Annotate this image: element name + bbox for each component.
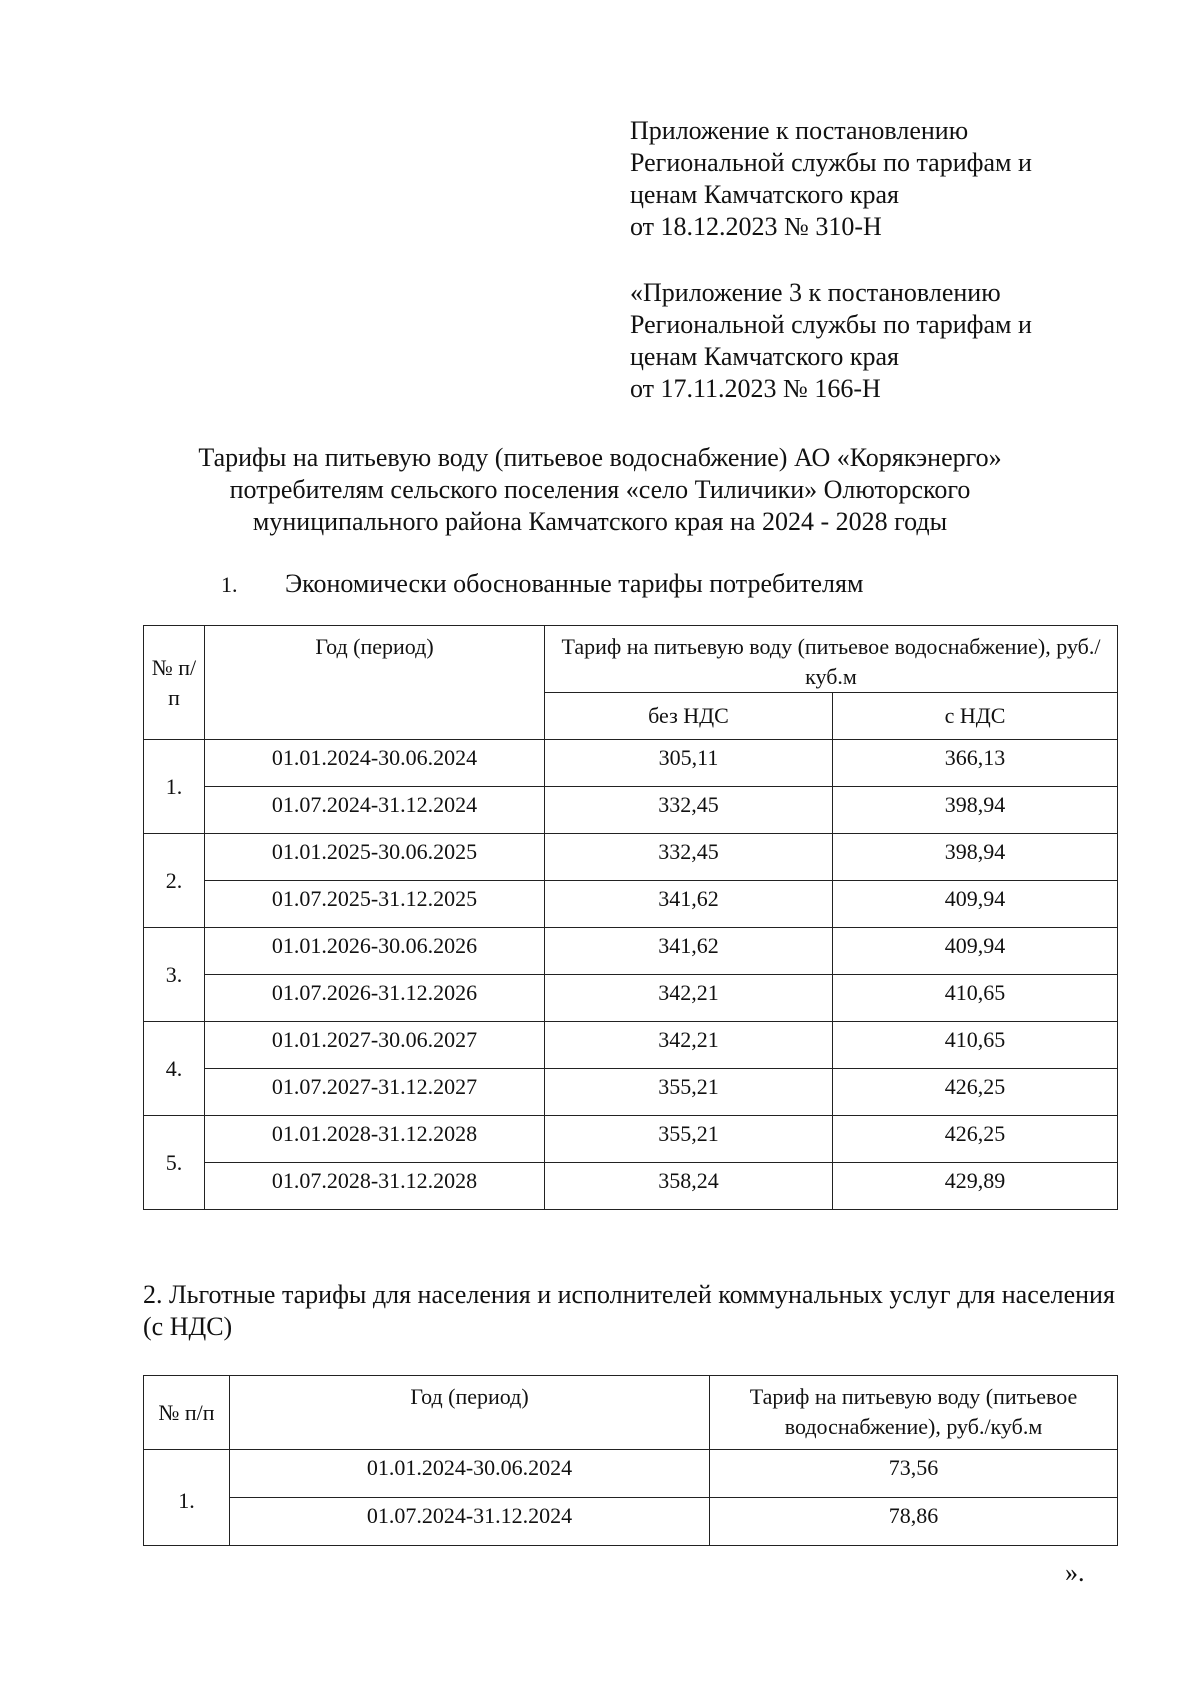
table-row — [144, 1498, 1118, 1546]
appendix-ref-line: Региональной службы по тарифам и — [630, 310, 1032, 339]
row-period: 01.07.2025-31.12.2025 — [205, 881, 545, 928]
row-period: 01.01.2028-31.12.2028 — [205, 1116, 545, 1163]
row-without-vat: 332,45 — [545, 834, 833, 881]
table-row — [144, 975, 1118, 1022]
header-tariff: Тариф на питьевую воду (питьевое водоснабжение), руб./куб.м — [710, 1376, 1118, 1450]
row-value: 78,86 — [710, 1498, 1118, 1546]
row-value: 73,56 — [710, 1450, 1118, 1498]
appendix-ref-line: ценам Камчатского края — [630, 342, 899, 371]
row-without-vat: 358,24 — [545, 1163, 833, 1210]
header-with-vat: с НДС — [833, 693, 1118, 740]
row-with-vat: 398,94 — [833, 787, 1118, 834]
row-with-vat: 426,25 — [833, 1069, 1118, 1116]
row-index: 5. — [144, 1116, 205, 1210]
appendix-reference — [630, 277, 1032, 405]
header-without-vat: без НДС — [545, 693, 833, 740]
table-row — [144, 1450, 1118, 1498]
document-title — [150, 442, 1050, 538]
header-period: Год (период) — [230, 1376, 710, 1450]
row-with-vat: 409,94 — [833, 881, 1118, 928]
table-row — [144, 1163, 1118, 1210]
row-period: 01.07.2028-31.12.2028 — [205, 1163, 545, 1210]
row-period: 01.01.2027-30.06.2027 — [205, 1022, 545, 1069]
row-index: 4. — [144, 1022, 205, 1116]
section-1-heading — [221, 568, 863, 601]
table-header-row — [144, 626, 1118, 693]
title-line: Тарифы на питьевую воду (питьевое водоснабжение) АО «Корякэнерго» — [198, 443, 1002, 472]
row-with-vat: 410,65 — [833, 1022, 1118, 1069]
section-1-number: 1. — [221, 572, 238, 597]
title-line: потребителям сельского поселения «село Тиличики» Олюторского — [229, 475, 971, 504]
appendix-line: Региональной службы по тарифам и — [630, 148, 1032, 177]
header-period: Год (период) — [205, 626, 545, 740]
preferential-tariffs-table — [143, 1375, 1118, 1546]
table-row — [144, 1116, 1118, 1163]
appendix-line: Приложение к постановлению — [630, 116, 969, 145]
table-row — [144, 928, 1118, 975]
row-index: 1. — [144, 1450, 230, 1546]
row-with-vat: 398,94 — [833, 834, 1118, 881]
row-period: 01.01.2025-30.06.2025 — [205, 834, 545, 881]
header-index: № п/п — [144, 1376, 230, 1450]
table-row — [144, 740, 1118, 787]
row-index: 2. — [144, 834, 205, 928]
row-period: 01.01.2024-30.06.2024 — [230, 1450, 710, 1498]
section-2-heading: 2. Льготные тарифы для населения и исполнителей коммунальных услуг для населения (с НДС) — [143, 1280, 1115, 1341]
row-with-vat: 426,25 — [833, 1116, 1118, 1163]
row-without-vat: 355,21 — [545, 1069, 833, 1116]
row-period: 01.01.2024-30.06.2024 — [205, 740, 545, 787]
row-without-vat: 342,21 — [545, 975, 833, 1022]
row-period: 01.01.2026-30.06.2026 — [205, 928, 545, 975]
row-with-vat: 366,13 — [833, 740, 1118, 787]
header-index: № п/п — [144, 626, 205, 740]
table-row — [144, 787, 1118, 834]
row-index: 3. — [144, 928, 205, 1022]
table-row — [144, 1022, 1118, 1069]
title-line: муниципального района Камчатского края на 2024 - 2028 годы — [252, 507, 948, 536]
table-row — [144, 881, 1118, 928]
section-1-title: Экономически обоснованные тарифы потребителям — [285, 569, 864, 598]
row-period: 01.07.2026-31.12.2026 — [205, 975, 545, 1022]
row-with-vat: 410,65 — [833, 975, 1118, 1022]
table-row — [144, 1069, 1118, 1116]
row-index: 1. — [144, 740, 205, 834]
appendix-header — [630, 115, 1032, 243]
row-with-vat: 429,89 — [833, 1163, 1118, 1210]
appendix-ref-line: «Приложение 3 к постановлению — [630, 278, 1001, 307]
row-period: 01.07.2027-31.12.2027 — [205, 1069, 545, 1116]
appendix-ref-line: от 17.11.2023 № 166-Н — [630, 374, 881, 403]
table-row — [144, 834, 1118, 881]
economic-tariffs-table — [143, 625, 1118, 1210]
closing-quote: ». — [1065, 1558, 1085, 1587]
appendix-line: от 18.12.2023 № 310-Н — [630, 212, 882, 241]
row-without-vat: 341,62 — [545, 881, 833, 928]
row-with-vat: 409,94 — [833, 928, 1118, 975]
row-period: 01.07.2024-31.12.2024 — [205, 787, 545, 834]
row-without-vat: 332,45 — [545, 787, 833, 834]
row-without-vat: 342,21 — [545, 1022, 833, 1069]
row-without-vat: 341,62 — [545, 928, 833, 975]
header-tariff: Тариф на питьевую воду (питьевое водоснабжение), руб./куб.м — [545, 626, 1118, 693]
row-period: 01.07.2024-31.12.2024 — [230, 1498, 710, 1546]
appendix-line: ценам Камчатского края — [630, 180, 899, 209]
row-without-vat: 305,11 — [545, 740, 833, 787]
table-header-row — [144, 1376, 1118, 1450]
row-without-vat: 355,21 — [545, 1116, 833, 1163]
